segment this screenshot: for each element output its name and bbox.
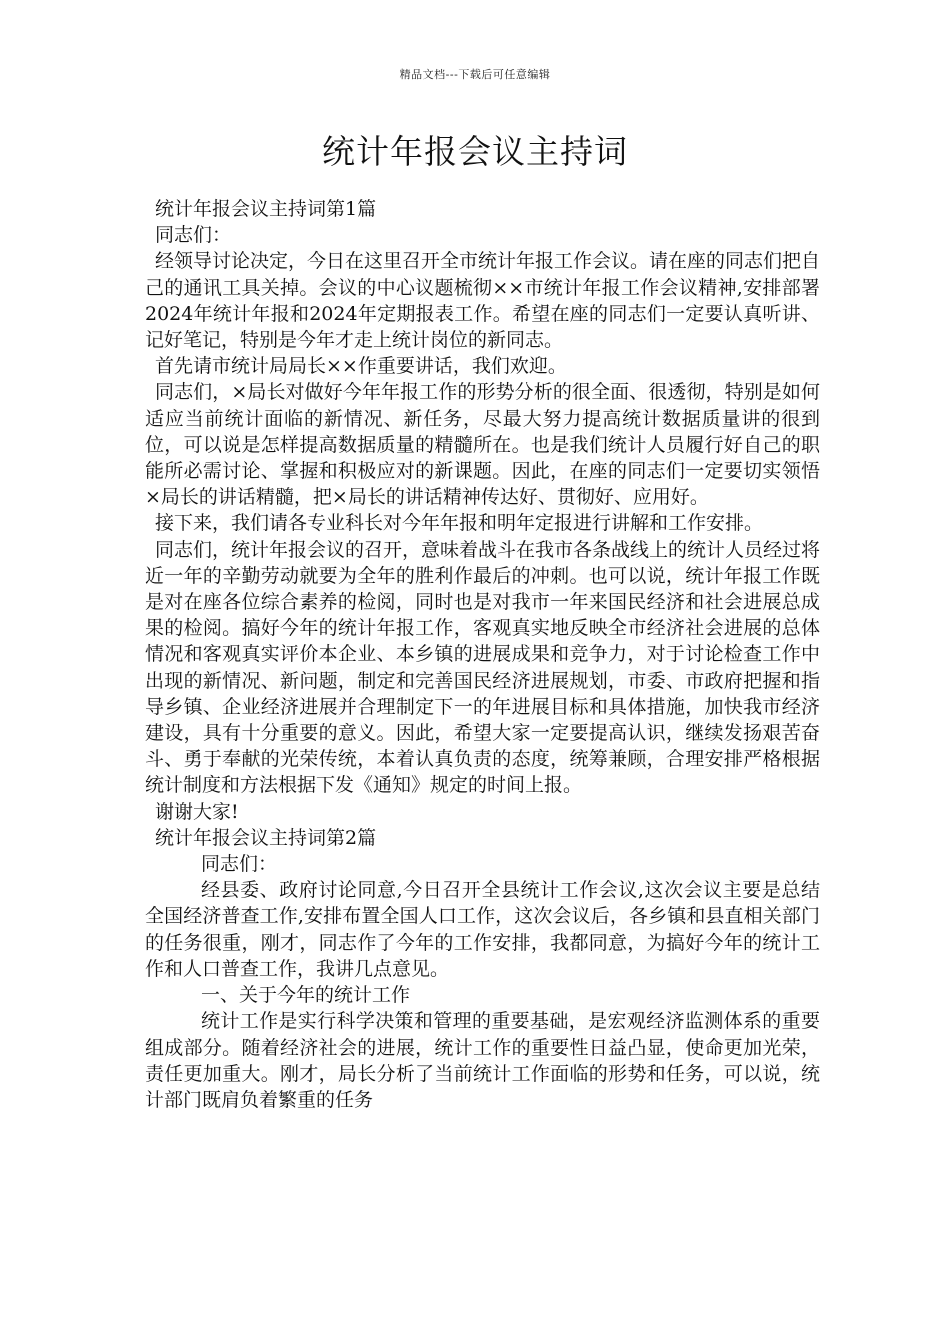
paragraph: 接下来，我们请各专业科长对今年年报和明年定报进行讲解和工作安排。 [155, 512, 764, 535]
closing-line: 谢谢大家! [155, 800, 239, 823]
paragraph: 经领导讨论决定，今日在这里召开全市统计年报工作会议。请在座的同志们把自己的通讯工具关掉。会议的中心议题梳彻××市统计年报工作会议精神,安排部署2024年统计年报和2024年定期报表工作。希望在座的同志们一定要认真听讲、记好笔记，特别是今年才走上统计岗位的新同志。 [145, 250, 821, 352]
document-title: 统计年报会议主持词 [322, 132, 628, 171]
paragraph: 首先请市统计局局长××作重要讲话，我们欢迎。 [155, 355, 567, 378]
salutation: 同志们： [155, 224, 232, 247]
salutation: 同志们： [201, 853, 278, 876]
paragraph: 统计工作是实行科学决策和管理的重要基础，是宏观经济监测体系的重要组成部分。随着经济社会的进展，统计工作的重要性日益凸显，使命更加光荣，责任更加重大。刚才，局长分析了当前统计工作面临的形势和任务，可以说，统计部门既肩负着繁重的任务 [145, 1010, 820, 1111]
paragraph: 同志们，统计年报会议的召开，意味着战斗在我市各条战线上的统计人员经过将近一年的辛勤劳动就要为全年的胜利作最后的冲刺。也可以说，统计年报工作既是对在座各位综合素养的检阅，同时也是对我市一年来国民经济和社会进展总成果的检阅。搞好今年的统计年报工作，客观真实地反映全市经济社会进展的总体情况和客观真实评价本企业、本乡镇的进展成果和竞争力，对于讨论检查工作中出现的新情况、新问题，制定和完善国民经济进展规划，市委、市政府把握和指导乡镇、企业经济进展并合理制定下一的年进展目标和具体措施，加快我市经济建设，具有十分重要的意义。因此，希望大家一定要提高认识，继续发扬艰苦奋斗、勇于奉献的光荣传统，本着认真负责的态度，统筹兼顾，合理安排严格根据统计制度和方法根据下发《通知》规定的时间上报。 [145, 538, 821, 797]
document-body [145, 196, 820, 1113]
paragraph: 同志们，×局长对做好今年年报工作的形势分析的很全面、很透彻，特别是如何适应当前统计面临的新情况、新任务，尽最大努力提高统计数据质量讲的很到位，可以说是怎样提高数据质量的精髓所在。也是我们统计人员履行好自己的职能所必需讨论、掌握和积极应对的新课题。因此，在座的同志们一定要切实领悟×局长的讲话精髓，把×局长的讲话精神传达好、贯彻好、应用好。 [145, 381, 820, 509]
section-heading: 统计年报会议主持词第1篇 [155, 198, 377, 220]
paragraph: 经县委、政府讨论同意,今日召开全县统计工作会议,这次会议主要是总结全国经济普查工作,安排布置全国人口工作，这次会议后，各乡镇和县直相关部门的任务很重，刚才，同志作了今年的工作安排，我都同意，为搞好今年的统计工作和人口普查工作，我讲几点意见。 [145, 879, 820, 980]
subsection-heading: 一、关于今年的统计工作 [201, 984, 411, 1007]
section-heading: 统计年报会议主持词第2篇 [155, 826, 377, 849]
header-note: 精品文档---下载后可任意编辑 [399, 68, 551, 81]
